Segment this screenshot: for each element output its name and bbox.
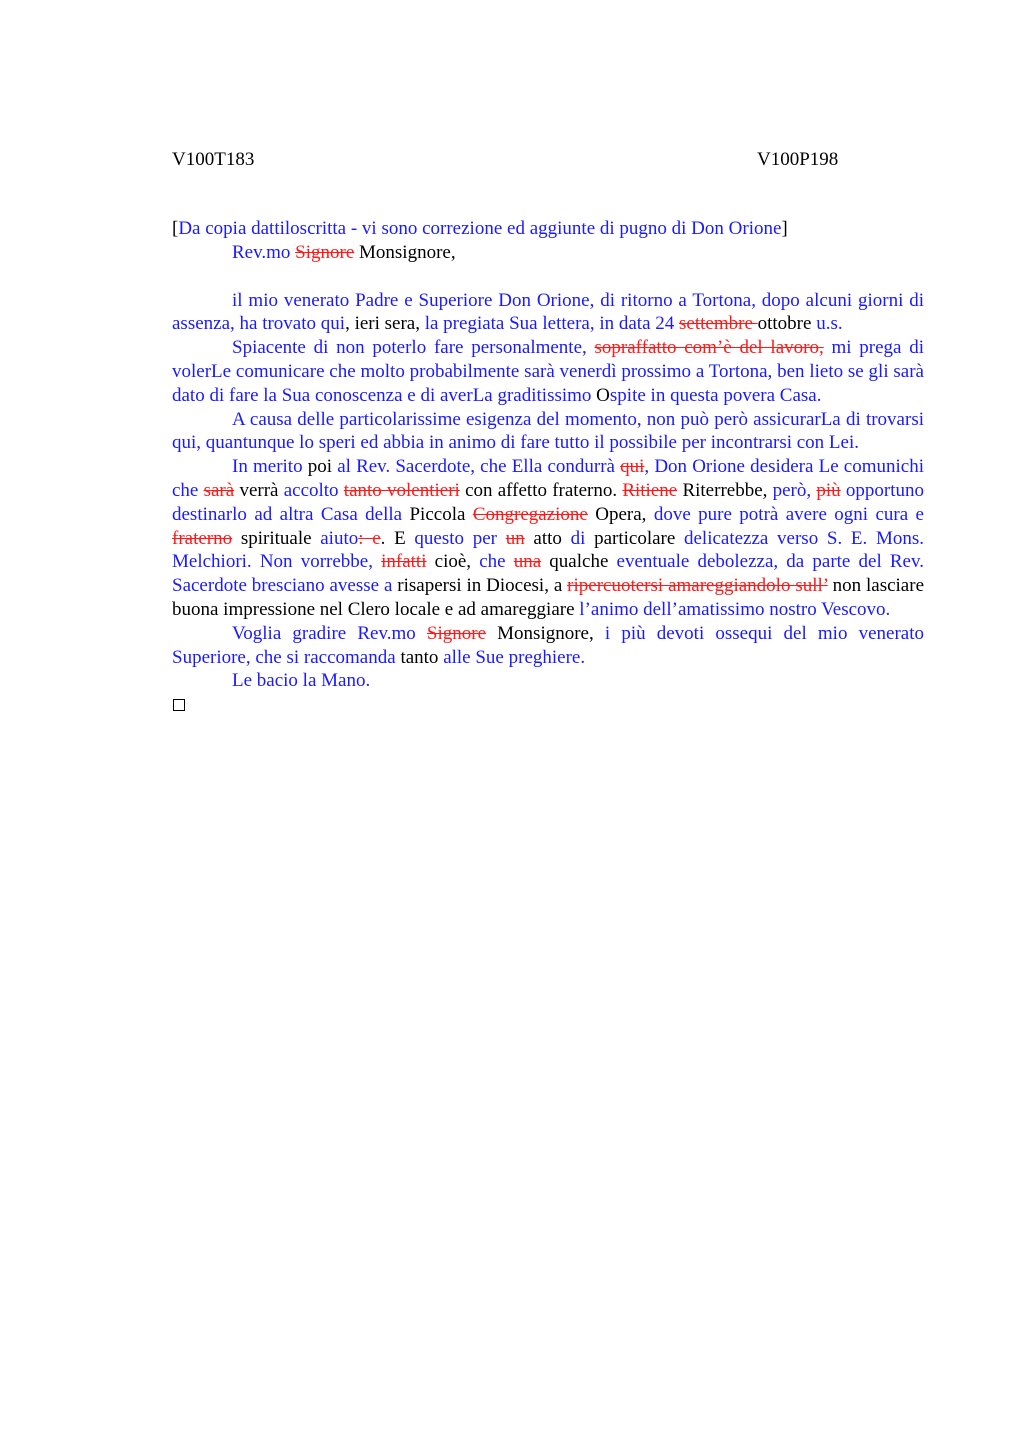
letter-paragraph (172, 336, 924, 407)
text-segment: al Rev. Sacerdote, che Ella condurrà (337, 456, 621, 478)
text-segment: Spiacente di non poterlo fare personalmente, (232, 337, 595, 359)
text-segment: Piccola (409, 503, 473, 525)
text-segment: accolto (283, 479, 344, 501)
editorial-note (172, 217, 924, 241)
text-segment: l’animo dell’amatissimo nostro Vescovo. (579, 598, 891, 620)
text-segment: i più devoti ossequi del mio venerato Superiore, che si raccomanda (172, 622, 924, 668)
text-segment: il mio venerato Padre e Superiore Don Orione, di ritorno a Tortona, dopo alcuni giorni di assenza, ha trovato qui (172, 289, 924, 335)
deleted-text: qui (620, 456, 645, 478)
text-segment: atto (524, 527, 571, 549)
deleted-text: tanto volentieri (343, 479, 460, 501)
text-segment: delicatezza verso S. E. Mons. Melchiori. Non vorrebbe, (172, 527, 925, 573)
text-segment: alle Sue preghiere. (443, 646, 586, 668)
text-segment: opportuno destinarlo ad altra Casa della (172, 479, 924, 525)
text-segment: di (570, 527, 595, 549)
text-segment: , ieri sera, (345, 313, 425, 335)
deleted-text: un (505, 527, 525, 549)
text-segment: u.s. (816, 313, 843, 335)
text-segment: questo per (414, 527, 506, 549)
letter-paragraph (172, 289, 924, 337)
text-segment: qualche (541, 551, 617, 573)
text-segment: la pregiata Sua lettera, in data 24 (424, 313, 680, 335)
deleted-text: infatti (381, 551, 427, 573)
text-segment: risapersi in Diocesi, a (397, 575, 568, 597)
text-segment: con affetto fraterno. (459, 479, 623, 501)
salutation-segment: Rev.mo (232, 241, 296, 263)
deleted-text: : e (358, 527, 381, 549)
text-segment: non lasciare buona impressione nel Clero locale e ad amareggiare (172, 575, 924, 620)
text-segment: Monsignore, (486, 622, 605, 644)
text-segment: spite in questa povera Casa. (609, 384, 822, 406)
note-open-bracket: [ (172, 218, 179, 239)
text-segment: mi prega di volerLe comunicare che molto probabilmente sarà venerdì prossimo a Tortona, ben lieto se gli sarà dato di fare la Sua conoscenza e di averLa graditissimo (172, 337, 925, 406)
text-segment: aiuto (320, 527, 359, 549)
deleted-text: sarà (203, 479, 235, 501)
text-segment: dove pure potrà avere ogni cura e (653, 503, 924, 525)
deleted-text: Signore (295, 241, 355, 263)
text-segment: Voglia gradire Rev.mo (232, 622, 427, 644)
text-segment: O (596, 384, 610, 406)
text-segment: , Don Orione desidera Le comunichi che (172, 456, 924, 501)
deleted-text: settembre (679, 313, 758, 335)
note-close-bracket: ] (781, 218, 788, 239)
document-page (172, 148, 924, 711)
text-segment: verrà (234, 479, 284, 501)
text-segment: particolare (594, 527, 684, 549)
text-segment: Le bacio la Mano. (232, 670, 371, 692)
text-segment: cioè, (426, 551, 480, 573)
deleted-text: ripercuotersi amareggiandolo sull’ (567, 575, 828, 597)
salutation (172, 241, 924, 265)
deleted-text: più (816, 479, 841, 501)
text-segment: In merito (232, 456, 308, 478)
letter-paragraph (172, 669, 924, 693)
text-segment: ottobre (757, 313, 817, 335)
letter-paragraph (172, 455, 924, 622)
text-segment: . E (380, 527, 415, 549)
text-segment: A causa delle particolarissime esigenza del momento, non può però assicurarLa di trovarsi qui, quantunque lo speri ed abbia in animo di fare tutto il possibile per incontrarsi con Lei. (172, 408, 924, 454)
deleted-text: una (513, 551, 542, 573)
text-segment: che (479, 551, 514, 573)
document-code-right: V100P198 (757, 149, 839, 170)
letter-body (172, 289, 924, 694)
letter-paragraph (172, 622, 924, 670)
salutation-segment: Monsignore, (354, 241, 456, 263)
text-segment: eventuale debolezza, da parte del Rev. Sacerdote bresciano avesse a (172, 551, 924, 597)
text-segment: tanto (400, 646, 444, 668)
text-segment: Riterrebbe, (677, 479, 773, 501)
deleted-text: fraterno (172, 527, 233, 549)
note-text: Da copia dattiloscritta - vi sono correzione ed aggiunte di pugno di Don Orione (178, 218, 782, 239)
deleted-text: Ritiene (622, 479, 678, 501)
text-segment: poi (307, 456, 338, 478)
deleted-text: Congregazione (472, 503, 588, 525)
end-marker-box (173, 699, 185, 711)
text-segment: però, (772, 479, 817, 501)
text-segment: Opera, (587, 503, 654, 525)
deleted-text: sopraffatto com’è del lavoro, (594, 337, 824, 359)
letter-paragraph (172, 408, 924, 456)
document-code-left: V100T183 (172, 149, 255, 170)
header-row (172, 148, 924, 172)
deleted-text: Signore (426, 622, 487, 644)
text-segment: spirituale (232, 527, 321, 549)
